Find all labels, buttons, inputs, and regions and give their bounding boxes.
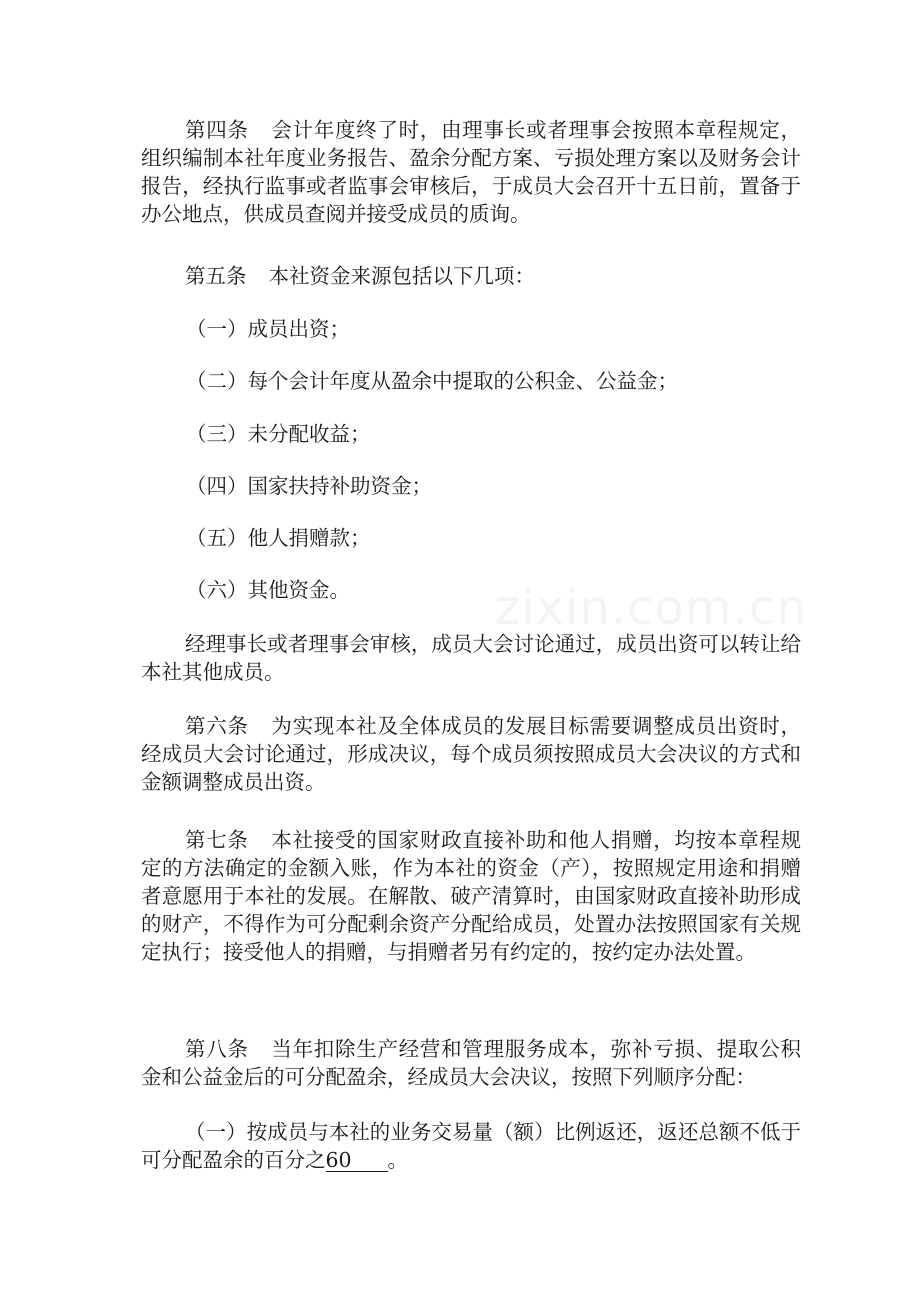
percentage-blank-field[interactable]: 60 bbox=[326, 1149, 388, 1172]
article-5-text: 本社资金来源包括以下几项： bbox=[268, 264, 535, 288]
article-7 bbox=[141, 826, 801, 966]
article-8-text: 当年扣除生产经营和管理服务成本，弥补亏损、提取公积金和公益金后的可分配盈余，经成员大会决议，按照下列顺序分配： bbox=[141, 1037, 802, 1089]
article-4 bbox=[141, 116, 801, 228]
article-7-text: 本社接受的国家财政直接补助和他人捐赠，均按本章程规定的方法确定的金额入账，作为本社的资金（产），按照规定用途和捐赠者意愿用于本社的发展。在解散、破产清算时，由国家财政直接补助形成的财产，不得作为可分配剩余资产分配给成员，处置办法按照国家有关规定执行；接受他人的捐赠，与捐赠者另有约定的，按约定办法处置。 bbox=[141, 828, 802, 964]
transfer-note: 经理事长或者理事会审核，成员大会讨论通过，成员出资可以转让给本社其他成员。 bbox=[141, 632, 801, 684]
article-4-label: 第四条 bbox=[185, 118, 249, 142]
article-6 bbox=[141, 712, 801, 796]
article-8 bbox=[141, 1035, 801, 1091]
article-5 bbox=[141, 262, 801, 290]
article-5-item-3: （三）未分配收益； bbox=[186, 422, 371, 446]
article-6-text: 为实现本社及全体成员的发展目标需要调整成员出资时，经成员大会讨论通过，形成决议，每个成员须按照成员大会决议的方式和金额调整成员出资。 bbox=[141, 714, 802, 794]
article-4-text: 会计年度终了时，由理事长或者理事会按照本章程规定，组织编制本社年度业务报告、盈余分配方案、亏损处理方案以及财务会计报告，经执行监事或者监事会审核后，于成员大会召开十五日前，置备于办公地点，供成员查阅并接受成员的质询。 bbox=[141, 118, 802, 226]
article-5-label: 第五条 bbox=[185, 264, 247, 288]
article-5-item-2: （二）每个会计年度从盈余中提取的公积金、公益金； bbox=[186, 369, 678, 393]
article-8-item-1-end: 。 bbox=[387, 1148, 408, 1172]
article-5-item-4: （四）国家扶持补助资金； bbox=[186, 474, 432, 498]
article-6-label: 第六条 bbox=[185, 714, 249, 738]
article-8-item-1 bbox=[141, 1118, 801, 1174]
article-8-label: 第八条 bbox=[185, 1037, 249, 1061]
article-5-item-6: （六）其他资金。 bbox=[186, 578, 350, 602]
article-7-label: 第七条 bbox=[185, 828, 249, 852]
article-8-item-1-text: （一）按成员与本社的业务交易量（额）比例返还，返还总额不低于可分配盈余的百分之 bbox=[141, 1120, 801, 1172]
article-5-item-1: （一）成员出资； bbox=[186, 317, 350, 341]
article-5-item-5: （五）他人捐赠款； bbox=[186, 526, 371, 550]
